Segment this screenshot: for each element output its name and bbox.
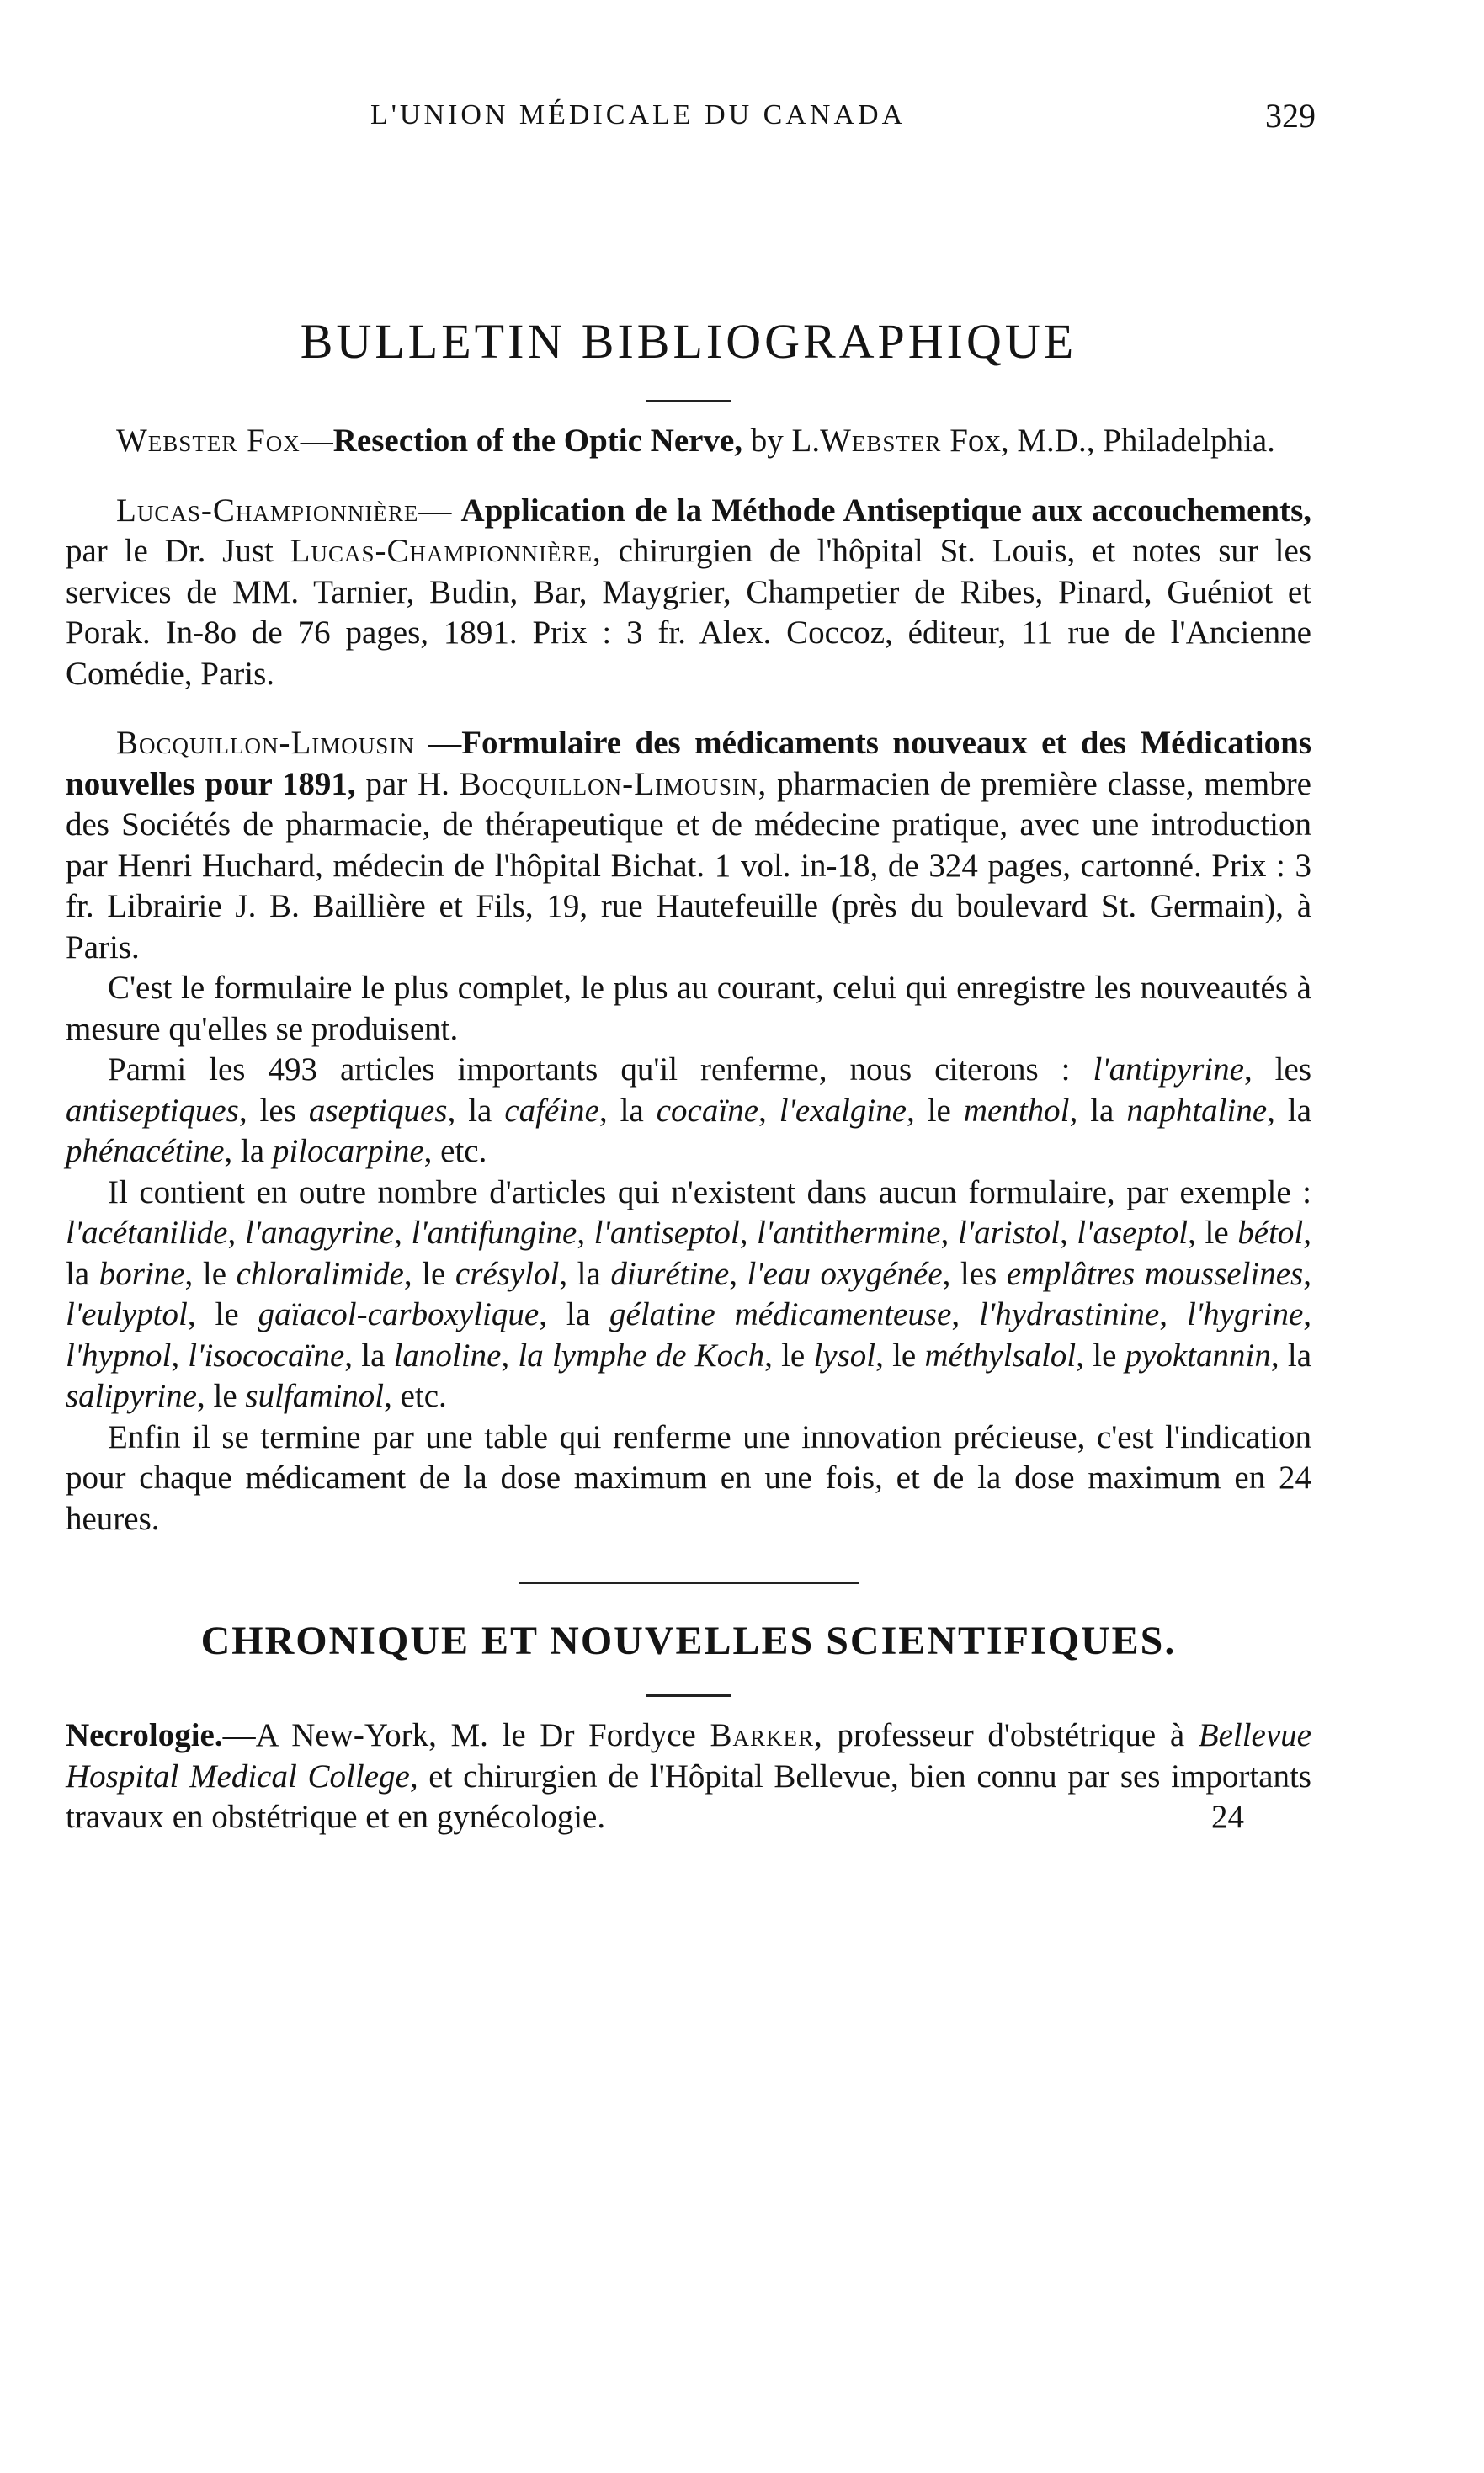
necrology-text: professeur d'obstétrique à [822,1717,1199,1753]
drug-separator: , le [907,1092,964,1129]
drug-name: l'antiseptol [593,1215,740,1251]
drug-name: l'hypnol [66,1337,172,1374]
entry-work-title: Resection of the Optic Nerve, [332,423,743,459]
paragraph-new-articles-lead: Il contient en outre nombre d'articles qui n'existent dans aucun formulaire, par exemple : [108,1173,1311,1210]
drug-separator: , [1059,1215,1077,1251]
drug-name: caféine [504,1092,599,1129]
entry-work-title: Application de la Méthode Antiseptique aux accouchements, [460,492,1311,529]
bibliography-entry [66,421,1311,462]
drug-name: l'exalgine [779,1092,907,1129]
page-number: 329 [1265,97,1316,135]
drug-separator: , le [184,1255,237,1292]
drug-name: diurétine [610,1255,730,1292]
drug-name: gélatine médicamenteuse [609,1296,952,1332]
drug-separator: , etc. [423,1133,487,1169]
drug-separator: , la [447,1092,505,1129]
drug-separator: , le [764,1337,814,1374]
entry-details: pharmacien de première classe, membre des Sociétés de pharmacie, de thérapeutique et de médecine pratique, avec une introduction par Henri Huchard, médecin de l'hôpital Bichat. 1 vol. in-18, de 324 pages, cartonné. Prix : 3 fr. Librairie J. B. Baillière et Fils, 19, rue Hautefeuille (près du boulevard St. Germain), à Paris. [66,765,1311,965]
entry-author-full: Bocquillon-Limousin, [459,765,768,802]
drug-name: antiseptiques [66,1092,239,1129]
drug-name: menthol [963,1092,1070,1129]
drug-separator: , le [196,1378,246,1414]
drug-separator: , [951,1296,980,1332]
bibliography-entry [66,723,1311,968]
drug-name: pilocarpine [272,1133,424,1169]
title-divider [646,400,731,402]
drug-name: naphtaline [1126,1092,1268,1129]
drug-name: méthylsalol [924,1337,1077,1374]
drug-name: lanoline [393,1337,502,1374]
drug-name: l'anagyrine [244,1215,395,1251]
drug-separator: , le [1188,1215,1238,1251]
drug-separator: , la [344,1337,394,1374]
drug-name: salipyrine [66,1378,197,1414]
drug-name: bétol [1237,1215,1304,1251]
entry-author: Webster Fox [116,423,301,459]
drug-name: l'antithermine [757,1215,941,1251]
paragraph-articles-list [66,1050,1311,1173]
necrology-name: Barker, [710,1717,823,1753]
entry-dash: — [414,725,462,761]
drug-separator: , les [238,1092,309,1129]
drug-separator: , la [1069,1092,1127,1129]
drug-name: aseptiques [308,1092,448,1129]
drug-separator: , [739,1215,758,1251]
drug-separator: , le [403,1255,455,1292]
bibliography-entries [66,421,1311,968]
paragraph-formulaire-intro: C'est le formulaire le plus complet, le plus au courant, celui qui enregistre les nouveautés à mesure qu'elles se produisent. [66,970,1311,1047]
entry-author: Lucas-Championnière [116,492,419,529]
entry-details: Fox, M.D., Philadelphia. [941,423,1275,459]
drug-separator: , la [224,1133,273,1169]
drug-separator: , le [187,1296,258,1332]
drug-name: pyoktannin [1125,1337,1271,1374]
drug-separator: , [171,1337,189,1374]
drug-separator: , [501,1337,519,1374]
drug-name: l'eulyptol [66,1296,188,1332]
section-divider [519,1582,859,1584]
bibliography-entry [66,491,1311,695]
drug-separator: , etc. [384,1378,447,1414]
entry-by: par H. [355,765,460,802]
necrology-heading: Necrologie. [66,1717,223,1753]
drug-name: cocaïne [656,1092,759,1129]
drug-name: chloralimide [236,1255,404,1292]
drug-name: lysol [813,1337,876,1374]
drug-separator: , la [539,1296,610,1332]
paragraph-dose-table: Enfin il se termine par une table qui renferme une innovation précieuse, c'est l'indication pour chaque médicament de la dose maximum en une fois, et de la dose maximum en 24 heures. [66,1418,1311,1537]
entry-work-title: Formulaire des médicaments nouveaux et des Médications nouvelles pour 1891, [66,725,1312,802]
drug-name: l'acétanilide [66,1215,228,1251]
paragraph-articles-lead: Parmi les 493 articles importants qu'il renferme, nous citerons : [108,1051,1093,1088]
necrology-lead: —A New-York, M. le Dr Fordyce [222,1717,710,1753]
drug-name: borine [98,1255,185,1292]
drug-separator: , la [66,1215,1311,1292]
necrology-text-end: , et chirurgien de l'Hôpital Bellevue, bien connu par ses importants travaux en obstétrique et en gynécologie. [66,1758,1311,1835]
necrology-college: Bellevue Hospital Medical College [66,1717,1311,1795]
necrology-paragraph [66,1715,1311,1838]
drug-name: emplâtres mousselines [1006,1255,1304,1292]
drug-name: l'antifungine [411,1215,577,1251]
entry-by: by L. [742,423,821,459]
drug-separator: , la [559,1255,611,1292]
entry-details: chirurgien de l'hôpital St. Louis, et notes sur les services de MM. Tarnier, Budin, Bar, Maygrier, Champetier de Ribes, Pinard, Guéniot et Porak. In-8o de 76 pages, 1891. Prix : 3 fr. Alex. Coccoz, éditeur, 11 rue de l'Ancienne Comédie, Paris. [66,533,1311,692]
main-column [66,0,1311,1838]
drug-separator: , les [1243,1051,1312,1088]
drug-separator: , le [1076,1337,1125,1374]
chronique-divider [646,1694,731,1697]
drug-name: la lymphe de Koch [518,1337,765,1374]
drug-name: l'hydrastinine [979,1296,1160,1332]
drug-separator: , [577,1215,594,1251]
new-articles-items [66,1215,1311,1414]
signature-mark: 24 [1211,1799,1244,1835]
drug-name: crésylol [455,1255,560,1292]
drug-name: l'aristol [957,1215,1060,1251]
drug-separator: , le [875,1337,925,1374]
drug-separator: , la [598,1092,657,1129]
drug-separator: , [227,1215,245,1251]
entry-author-full: Lucas-Championnière, [290,533,602,569]
bulletin-title: BULLETIN BIBLIOGRAPHIQUE [300,314,1077,369]
drug-separator: , [1159,1296,1187,1332]
chronique-title: CHRONIQUE ET NOUVELLES SCIENTIFIQUES. [200,1619,1177,1663]
paragraph-new-articles [66,1173,1311,1417]
entry-author: Bocquillon-Limousin [116,725,415,761]
entry-dash: — [300,423,333,459]
drug-name: l'isococaïne [188,1337,345,1374]
drug-name: l'hygrine [1186,1296,1304,1332]
drug-separator: , [1303,1296,1312,1332]
drug-separator: , la [1270,1337,1311,1374]
drug-name: l'antipyrine [1093,1051,1244,1088]
drug-separator: , [1303,1255,1311,1292]
drug-name: l'eau oxygénée [747,1255,943,1292]
drug-separator: , [940,1215,958,1251]
entry-by: par le Dr. Just [66,533,290,569]
drug-name: phénacétine [66,1133,225,1169]
drug-name: l'aseptol [1077,1215,1189,1251]
entry-dash: — [418,492,461,529]
drug-separator: , [729,1255,747,1292]
running-title: L'UNION MÉDICALE DU CANADA [370,99,907,130]
drug-separator: , la [1267,1092,1312,1129]
drug-separator: , [758,1092,779,1129]
drug-name: sulfaminol [245,1378,385,1414]
drug-separator: , les [942,1255,1007,1292]
entry-author-full: Webster [820,423,942,459]
drug-name: gaïacol-carboxylique [258,1296,540,1332]
drug-separator: , [394,1215,412,1251]
